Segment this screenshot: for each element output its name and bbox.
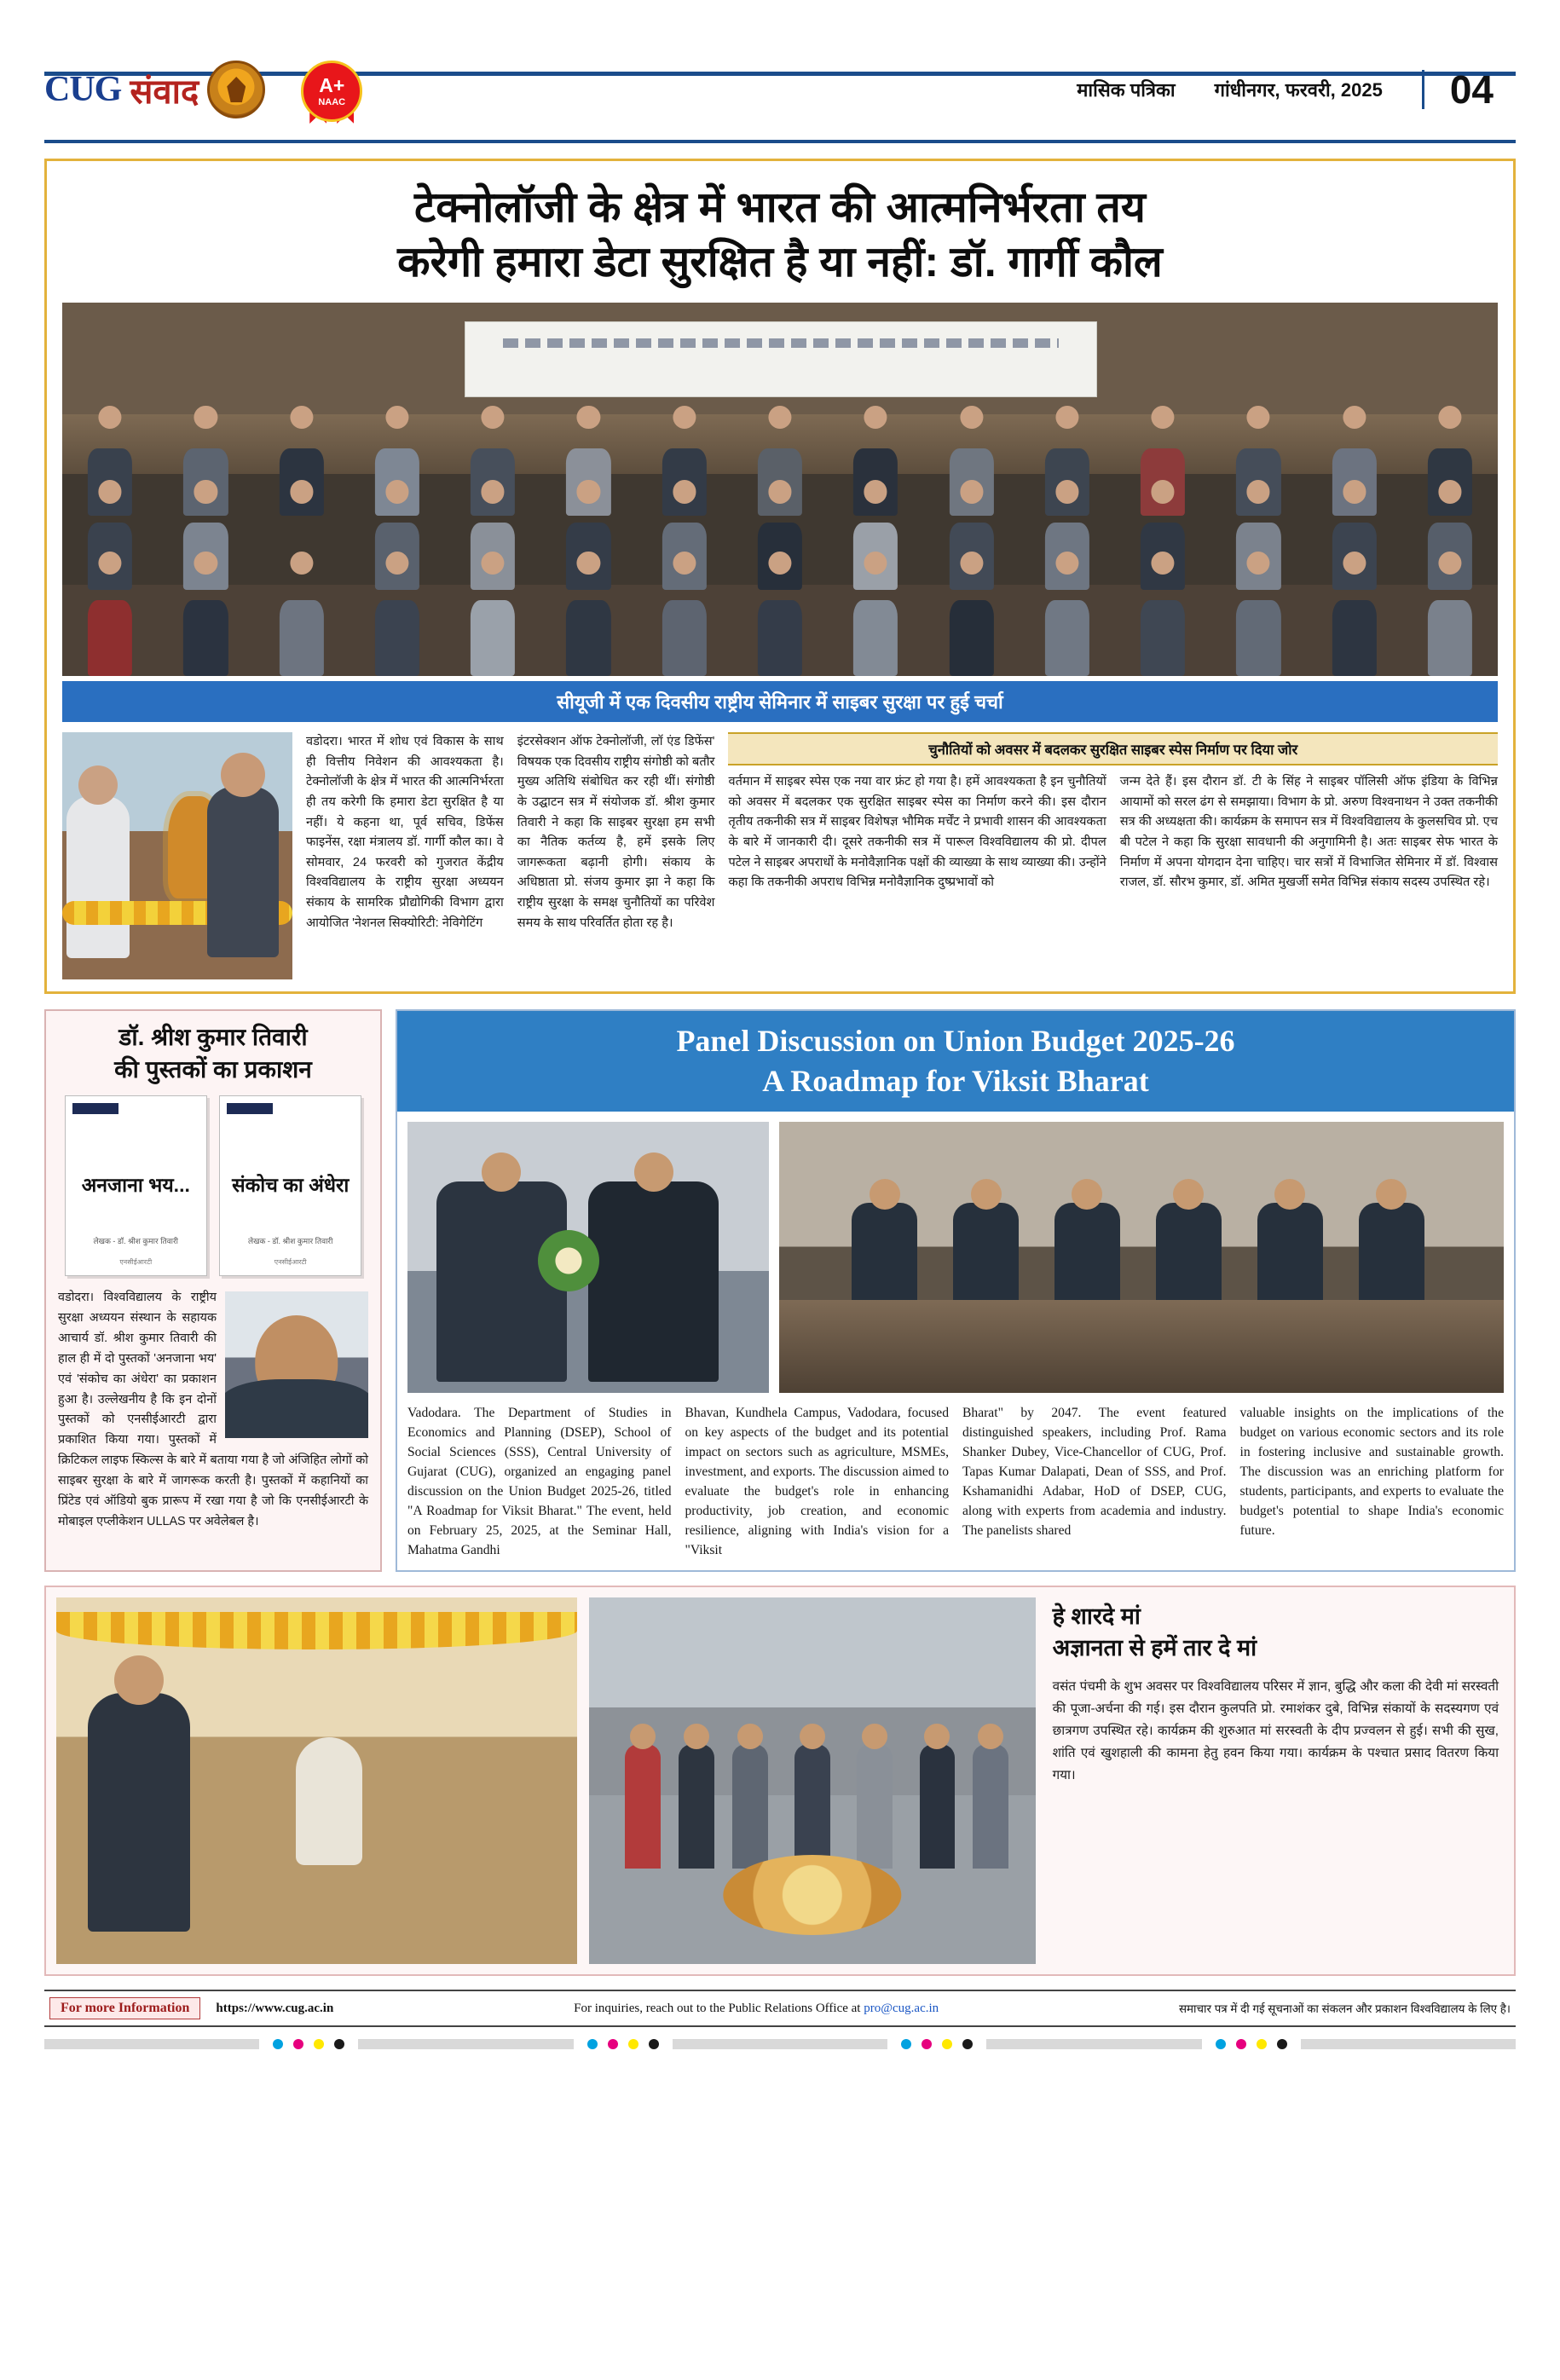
- publication-logo: [44, 61, 280, 118]
- photo-person: [88, 549, 132, 676]
- registration-segment: [673, 2039, 887, 2049]
- book-1-title: अनजाना भय...: [81, 1174, 190, 1197]
- photo-panelist: [1359, 1203, 1424, 1306]
- book-cover-images: [58, 1095, 368, 1276]
- photo-panelist: [1054, 1203, 1119, 1306]
- budget-photos: [397, 1112, 1514, 1403]
- photo-panelist: [852, 1203, 916, 1306]
- havan-kund: [723, 1855, 901, 1935]
- publisher-logo-icon: [227, 1103, 273, 1114]
- photo-person-right: [207, 787, 279, 957]
- publisher-logo-icon: [72, 1103, 118, 1114]
- vasant-title-line-1: हे शारदे मां: [1052, 1603, 1141, 1630]
- photo-backdrop-banner: [465, 321, 1098, 398]
- budget-paragraph-2: Bhavan, Kundhela Campus, Vadodara, focused on key aspects of the budget and its potential impact on sectors such as agriculture, MSMEs, investment, and exports. The discussion aimed to evaluate the budget's role in enhancing productivity, job creation, and economic resilience, aligning with India's vision for a "Viksit: [685, 1405, 949, 1558]
- budget-title-line-2: A Roadmap for Viksit Bharat: [762, 1063, 1149, 1098]
- black-dot-icon: [334, 2039, 344, 2049]
- budget-paragraph-3: Bharat" by 2047. The event featured distinguished speakers, including Prof. Rama Shanker Dubey, Vice-Chancellor of CUG, Prof. Tapas Kumar Dalapati, Dean of SSS, and Prof. Kshamanidhi Adabar, HoD of DSEP, CUG, along with experts from academia and industry. The panelists shared: [962, 1405, 1227, 1539]
- photo-person: [1236, 549, 1280, 676]
- periodicity-text: मासिक पत्रिका: [1077, 79, 1176, 101]
- photo-participant: [625, 1744, 661, 1869]
- photo-person: [566, 549, 610, 676]
- magenta-dot-icon: [608, 2039, 618, 2049]
- naac-grade-badge: [291, 57, 373, 122]
- university-emblem-icon: [207, 61, 265, 118]
- cyan-dot-icon: [587, 2039, 598, 2049]
- photo-person: [375, 549, 419, 676]
- budget-paragraph-4: valuable insights on the implications of the budget on various economic sectors and its role in fostering inclusive and sustainable growth. The discussion was an enriching platform for students, participants, and experts to evaluate the budget's potential to shape India's economic future.: [1239, 1405, 1504, 1539]
- budget-panel-article: [396, 1009, 1516, 1572]
- books-article-body-wrap: [58, 1288, 368, 1533]
- story-paragraph-4: जन्म देते हैं। इस दौरान डॉ. टी के सिंह ने साइबर पॉलिसी ऑफ इंडिया के विभिन्न आयामों को सरल ढंग से समझाया। विभाग के प्रो. अरुण विश्वनाथन ने उक्त तकनीकी सत्र की अध्यक्षता की। कार्यक्रम के समापन सत्र में विश्वविद्यालय के कुलसचिव प्रो. एच बी पटेल ने कहा कि सुरक्षा सावधानी की अनुगामिनी है। अतः साइबर सेफ भारत के निर्माण में अपना योगदान देना चाहिए। चार सत्रों में विभाजित सेमिनार में डॉ. विश्वास राजल, डॉ. सौरभ कुमार, डॉ. अमित मुखर्जी समेत विभिन्न संकाय सदस्य उपस्थित रहे।: [1119, 775, 1498, 890]
- photo-dais-table: [779, 1300, 1504, 1392]
- photo-participant: [794, 1744, 830, 1869]
- story-paragraph-2: इंटरसेक्शन ऑफ टेक्नोलॉजी, लॉ एंड डिफेंस' विषयक एक दिवसीय राष्ट्रीय संगोष्ठी को बतौर मुख्य अतिथि संबोधित कर रही थीं। संगोष्ठी के उद्घाटन सत्र में संयोजक डॉ. श्रीश कुमार तिवारी ने कहा कि साइबर सुरक्षा हम सभी का नैतिक कर्तव्य है, हमें इसके लिए जागरूकता बढ़ानी होगी। संकाय के अधिष्ठाता प्रो. संजय कुमार झा ने कहा कि राष्ट्रीय सुरक्षा के समक्ष चुनौतियों का परिवेश समय के साथ परिवर्तित होता रह है।: [517, 735, 715, 930]
- photo-person: [471, 549, 515, 676]
- headline-line-1: टेक्नोलॉजी के क्षेत्र में भारत की आत्मनिर्भरता तय: [414, 183, 1146, 231]
- contact-email-link[interactable]: pro@cug.ac.in: [864, 2001, 939, 2015]
- books-article-body: वडोदरा। विश्वविद्यालय के राष्ट्रीय सुरक्षा अध्ययन संस्थान के सहायक आचार्य डॉ. श्रीश कुमार तिवारी की हाल ही में दो पुस्तकों 'अनजाना भय' एवं 'संकोच का अंधेरा' का प्रकाशन हुआ है। उल्लेखनीय है कि इन दोनों पुस्तकों को एनसीईआरटी द्वारा प्रकाशित किया गया। पुस्तकों में क्रिटिकल लाइफ स्किल्स के बारे में बताया गया है जो अंजिहित लोगों को साइबर सुरक्षा के बारे में जागरूक करती है। पुस्तकों में कहानियों का प्रिंटेड एवं ऑडियो बुक प्रारूप में रखा गया है जो कि एनसीईआरटी के मोबाइल एप्लीकेशन ULLAS पर अवेलेबल है।: [58, 1291, 368, 1528]
- yellow-dot-icon: [314, 2039, 324, 2049]
- story-subheadline: चुनौतियों को अवसर में बदलकर सुरक्षित साइबर स्पेस निर्माण पर दिया जोर: [728, 732, 1498, 765]
- book-cover-2: [219, 1095, 361, 1276]
- story-paragraph-3: वर्तमान में साइबर स्पेस एक नया वार फ्रंट हो गया है। हमें आवश्यकता है इन चुनौतियों को अवसर में बदलकर एक सुरक्षित साइबर स्पेस का निर्माण करने की। इस दौरान तृतीय तकनीकी सत्र में साइबर विशेषज्ञ भौमिक मर्चेंट ने प्रभावी शासन की आवश्यकता के बारे में जानकारी दी। दूसरे तकनीकी सत्र में पारूल विश्वविद्यालय की प्रो. दीपल पटेल ने साइबर अपराधों के मनोवैज्ञानिक पक्षों की व्याख्या के साथ व्याख्या की। उन्होंने कहा कि तकनीकी अपराध विभिन्न मनोवैज्ञानिक दुष्प्रभावों को: [728, 775, 1106, 890]
- top-story-box: [44, 159, 1516, 994]
- cyan-dot-icon: [1216, 2039, 1226, 2049]
- photo-person: [662, 549, 707, 676]
- black-dot-icon: [649, 2039, 659, 2049]
- registration-segment: [1301, 2039, 1516, 2049]
- yellow-dot-icon: [628, 2039, 638, 2049]
- photo-participant: [679, 1744, 714, 1869]
- books-publication-article: [44, 1009, 382, 1572]
- photo-participant: [732, 1744, 768, 1869]
- lamp-lighting-photo-column: [62, 732, 292, 979]
- photo-panelist: [1257, 1203, 1322, 1306]
- story-text-left: [306, 732, 714, 979]
- registration-dots-3: [887, 2039, 986, 2049]
- registration-dots-4: [1202, 2039, 1301, 2049]
- inquiries-text: For inquiries, reach out to the Public Relations Office at: [574, 2001, 861, 2015]
- vasant-title-line-2: अज्ञानता से हमें तार दे मां: [1052, 1634, 1257, 1661]
- photo-panelist: [953, 1203, 1018, 1306]
- yellow-dot-icon: [942, 2039, 952, 2049]
- photo-people-row-front: [62, 549, 1498, 676]
- yellow-dot-icon: [1257, 2039, 1267, 2049]
- registration-segment: [986, 2039, 1201, 2049]
- photo-person: [853, 549, 898, 676]
- vasant-panchami-text: [1048, 1597, 1504, 1964]
- place-date-text: गांधीनगर, फरवरी, 2025: [1214, 79, 1383, 101]
- brand-samvad-text: संवाद: [130, 72, 199, 111]
- black-dot-icon: [962, 2039, 973, 2049]
- inquiries-line: [349, 2002, 1164, 2016]
- photo-participant: [920, 1744, 956, 1869]
- masthead-meta: [373, 67, 1516, 112]
- page-number: 04: [1422, 70, 1494, 109]
- author-portrait-photo: [225, 1291, 368, 1438]
- story-text-right: [728, 732, 1498, 979]
- book-2-publisher: एनसीईआरटी: [274, 1258, 307, 1267]
- budget-article-title: [397, 1011, 1514, 1112]
- naac-ribbon-icon: [301, 61, 362, 122]
- vasant-article-body: वसंत पंचमी के शुभ अवसर पर विश्वविद्यालय परिसर में ज्ञान, बुद्धि और कला की देवी मां सरस्वती की पूजा-अर्चना की गई। इस दौरान कुलपति प्रो. रमाशंकर दुबे, विभिन्न संकायों के सदस्यगण एवं छात्रगण उपस्थित रहे। कार्यक्रम की शुरुआत मां सरस्वती के दीप प्रज्वलन से हुई। सभी की सुख, शांति एवं खुशहाली की कामना हेतु हवन किया गया। कार्यक्रम के पश्चात प्रसाद वितरण किया गया।: [1052, 1678, 1499, 1783]
- photo-person: [1332, 549, 1376, 676]
- photo-person: [280, 549, 324, 676]
- page-footer: [44, 1990, 1516, 2027]
- photo-participant: [973, 1744, 1008, 1869]
- budget-paragraph-1: Vadodara. The Department of Studies in Economics and Planning (DSEP), School of Social Sciences (SSS), Central University of Gujarat (CUG), organized an engaging panel discussion on the Union Budget 2025-26, titled "A Roadmap for Viksit Bharat." The event, held on February 25, 2025, at the Seminar Hall, Mahatma Gandhi: [407, 1405, 672, 1558]
- cyan-dot-icon: [901, 2039, 911, 2049]
- registration-dots-2: [574, 2039, 673, 2049]
- print-registration-bar: [44, 2037, 1516, 2051]
- footer-disclaimer: समाचार पत्र में दी गई सूचनाओं का संकलन और प्रकाशन विश्वविद्यालय के लिए है।: [1179, 2002, 1511, 2016]
- book-2-author: लेखक - डॉ. श्रीश कुमार तिवारी: [247, 1237, 333, 1246]
- story-paragraph-1: वडोदरा। भारत में शोध एवं विकास के साथ ही वित्तीय निवेशन की आवश्यकता है। टेक्नोलॉजी के क्षेत्र में भारत की आत्मनिर्भरता ही तय करेगी कि हमारा डेटा सुरक्षित है या नहीं। ये कहना था, पूर्व सचिव, डिफेंस फाइनेंस, रक्षा मंत्रालय डॉ. गार्गी कौल का। वे सोमवार, 24 फरवरी को गुजरात केंद्रीय विश्वविद्यालय के राष्ट्रीय सुरक्षा अध्ययन संकाय के सामरिक प्रौद्योगिकी विभाग द्वारा आयोजित 'नेशनल सिक्योरिटी: नेविगेटिंग: [306, 735, 504, 930]
- registration-dots-1: [259, 2039, 358, 2049]
- vasant-panchami-article: [44, 1586, 1516, 1976]
- headline-line-2: करेगी हमारा डेटा सुरक्षित है या नहीं: डॉ. गार्गी कौल: [397, 238, 1163, 286]
- lamp-lighting-photo: [62, 732, 292, 979]
- saraswati-idol: [296, 1737, 362, 1865]
- photo-person: [1428, 549, 1472, 676]
- book-2-title: संकोच का अंधेरा: [232, 1174, 350, 1197]
- saraswati-puja-photo: [56, 1597, 577, 1964]
- magenta-dot-icon: [922, 2039, 932, 2049]
- marigold-garland: [56, 1612, 577, 1649]
- cyan-dot-icon: [273, 2039, 283, 2049]
- naac-grade-text: A+: [319, 73, 345, 96]
- photo-person-guest: [588, 1181, 719, 1382]
- photo-caption: सीयूजी में एक दिवसीय राष्ट्रीय सेमिनार में साइबर सुरक्षा पर हुई चर्चा: [62, 681, 1498, 722]
- bouquet-icon: [538, 1230, 599, 1291]
- photo-person-left: [66, 796, 130, 958]
- photo-participant: [857, 1744, 893, 1869]
- website-url[interactable]: https://www.cug.ac.in: [216, 2001, 334, 2015]
- portrait-shirt: [225, 1379, 368, 1438]
- brand-cug-text: CUG: [44, 70, 122, 109]
- newspaper-page: [0, 39, 1560, 2380]
- havan-ceremony-photo: [589, 1597, 1035, 1964]
- books-title-line-1: डॉ. श्रीश कुमार तिवारी: [118, 1024, 308, 1050]
- budget-article-columns: [397, 1403, 1514, 1561]
- panel-discussion-photo: [779, 1122, 1504, 1393]
- vasant-article-title: [1053, 1601, 1499, 1663]
- photo-person: [949, 549, 993, 676]
- seminar-group-photo: [62, 303, 1498, 676]
- photo-person: [758, 549, 802, 676]
- photo-person-devotee: [88, 1693, 190, 1932]
- books-title-line-2: की पुस्तकों का प्रकाशन: [114, 1055, 312, 1083]
- registration-segment: [44, 2039, 259, 2049]
- naac-label-text: NAAC: [318, 96, 346, 107]
- magenta-dot-icon: [293, 2039, 303, 2049]
- budget-title-line-1: Panel Discussion on Union Budget 2025-26: [676, 1024, 1235, 1058]
- book-1-author: लेखक - डॉ. श्रीश कुमार तिवारी: [93, 1237, 179, 1246]
- magenta-dot-icon: [1236, 2039, 1246, 2049]
- registration-segment: [358, 2039, 573, 2049]
- photo-person: [1045, 549, 1089, 676]
- books-article-title: [58, 1021, 368, 1085]
- photo-panelist: [1156, 1203, 1221, 1306]
- more-information-label: For more Information: [49, 1997, 200, 2019]
- book-cover-1: [65, 1095, 207, 1276]
- top-story-columns: [62, 732, 1498, 979]
- photo-person: [183, 549, 228, 676]
- photo-person: [1141, 549, 1185, 676]
- middle-section: [44, 1009, 1516, 1572]
- top-story-headline: [62, 175, 1498, 303]
- black-dot-icon: [1277, 2039, 1287, 2049]
- felicitation-photo: [407, 1122, 769, 1393]
- book-1-publisher: एनसीईआरटी: [119, 1258, 153, 1267]
- masthead: [44, 39, 1516, 143]
